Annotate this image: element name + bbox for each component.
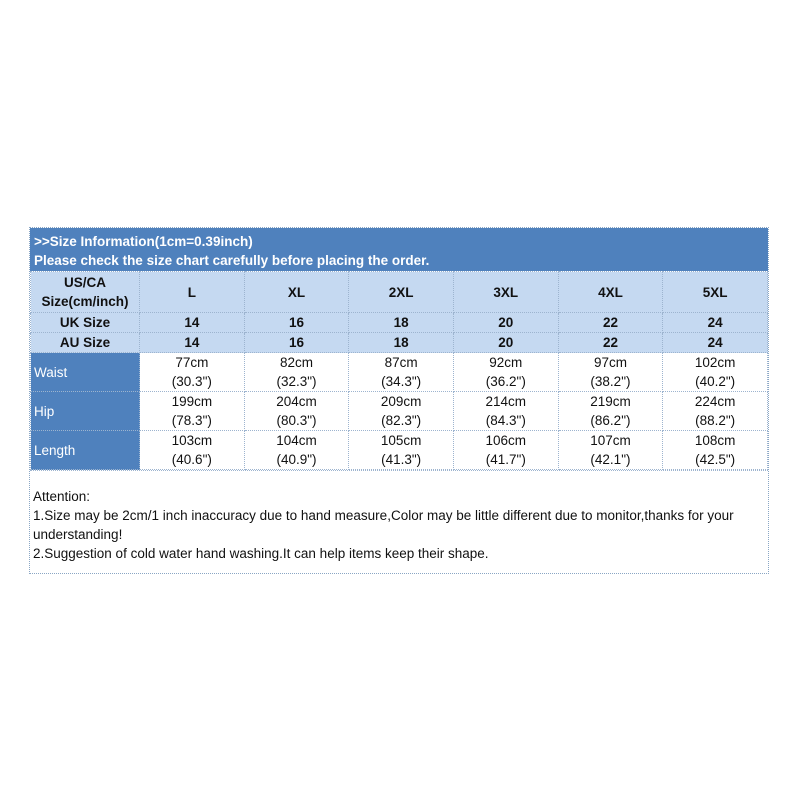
measure-cell: 103cm (40.6") — [140, 431, 245, 470]
measure-cell: 87cm (34.3") — [349, 353, 454, 392]
size-chart — [29, 227, 769, 574]
size-cell: XL — [244, 272, 349, 313]
uk-size-label: UK Size — [31, 313, 140, 333]
measure-cell: 77cm (30.3") — [140, 353, 245, 392]
length-label: Length — [31, 431, 140, 470]
size-cell: 5XL — [663, 272, 768, 313]
measure-cell: 219cm (86.2") — [558, 392, 663, 431]
hip-label: Hip — [31, 392, 140, 431]
uk-size-cell: 14 — [140, 313, 245, 333]
au-size-cell: 18 — [349, 333, 454, 353]
attention-item-1: 1.Size may be 2cm/1 inch inaccuracy due to hand measure,Color may be little different due to monitor,thanks for your understanding! — [33, 508, 734, 542]
measure-cell: 107cm (42.1") — [558, 431, 663, 470]
au-size-cell: 22 — [558, 333, 663, 353]
us-size-row — [31, 272, 768, 313]
banner-subtitle: Please check the size chart carefully before placing the order. — [34, 253, 430, 268]
au-size-row — [31, 333, 768, 353]
au-size-label: AU Size — [31, 333, 140, 353]
banner-title: >>Size Information(1cm=0.39inch) — [34, 234, 253, 249]
au-size-cell: 20 — [453, 333, 558, 353]
measure-cell: 224cm (88.2") — [663, 392, 768, 431]
measure-cell: 199cm (78.3") — [140, 392, 245, 431]
uk-size-row — [31, 313, 768, 333]
measure-cell: 108cm (42.5") — [663, 431, 768, 470]
uk-size-cell: 16 — [244, 313, 349, 333]
hip-row — [31, 392, 768, 431]
measure-cell: 92cm (36.2") — [453, 353, 558, 392]
us-size-label: US/CA Size(cm/inch) — [31, 272, 140, 313]
measure-cell: 82cm (32.3") — [244, 353, 349, 392]
waist-row — [31, 353, 768, 392]
size-info-banner — [30, 228, 768, 271]
attention-notes — [30, 470, 768, 573]
au-size-cell: 24 — [663, 333, 768, 353]
attention-item-2: 2.Suggestion of cold water hand washing.It can help items keep their shape. — [33, 546, 489, 561]
uk-size-cell: 20 — [453, 313, 558, 333]
measure-cell: 209cm (82.3") — [349, 392, 454, 431]
attention-title: Attention: — [33, 489, 91, 504]
uk-size-cell: 22 — [558, 313, 663, 333]
length-row — [31, 431, 768, 470]
size-cell: 4XL — [558, 272, 663, 313]
measure-cell: 104cm (40.9") — [244, 431, 349, 470]
size-cell: 2XL — [349, 272, 454, 313]
waist-label: Waist — [31, 353, 140, 392]
au-size-cell: 16 — [244, 333, 349, 353]
au-size-cell: 14 — [140, 333, 245, 353]
measure-cell: 106cm (41.7") — [453, 431, 558, 470]
measure-cell: 97cm (38.2") — [558, 353, 663, 392]
measure-cell: 214cm (84.3") — [453, 392, 558, 431]
uk-size-cell: 18 — [349, 313, 454, 333]
uk-size-cell: 24 — [663, 313, 768, 333]
size-cell: L — [140, 272, 245, 313]
size-table — [30, 271, 768, 470]
size-cell: 3XL — [453, 272, 558, 313]
measure-cell: 105cm (41.3") — [349, 431, 454, 470]
measure-cell: 102cm (40.2") — [663, 353, 768, 392]
measure-cell: 204cm (80.3") — [244, 392, 349, 431]
